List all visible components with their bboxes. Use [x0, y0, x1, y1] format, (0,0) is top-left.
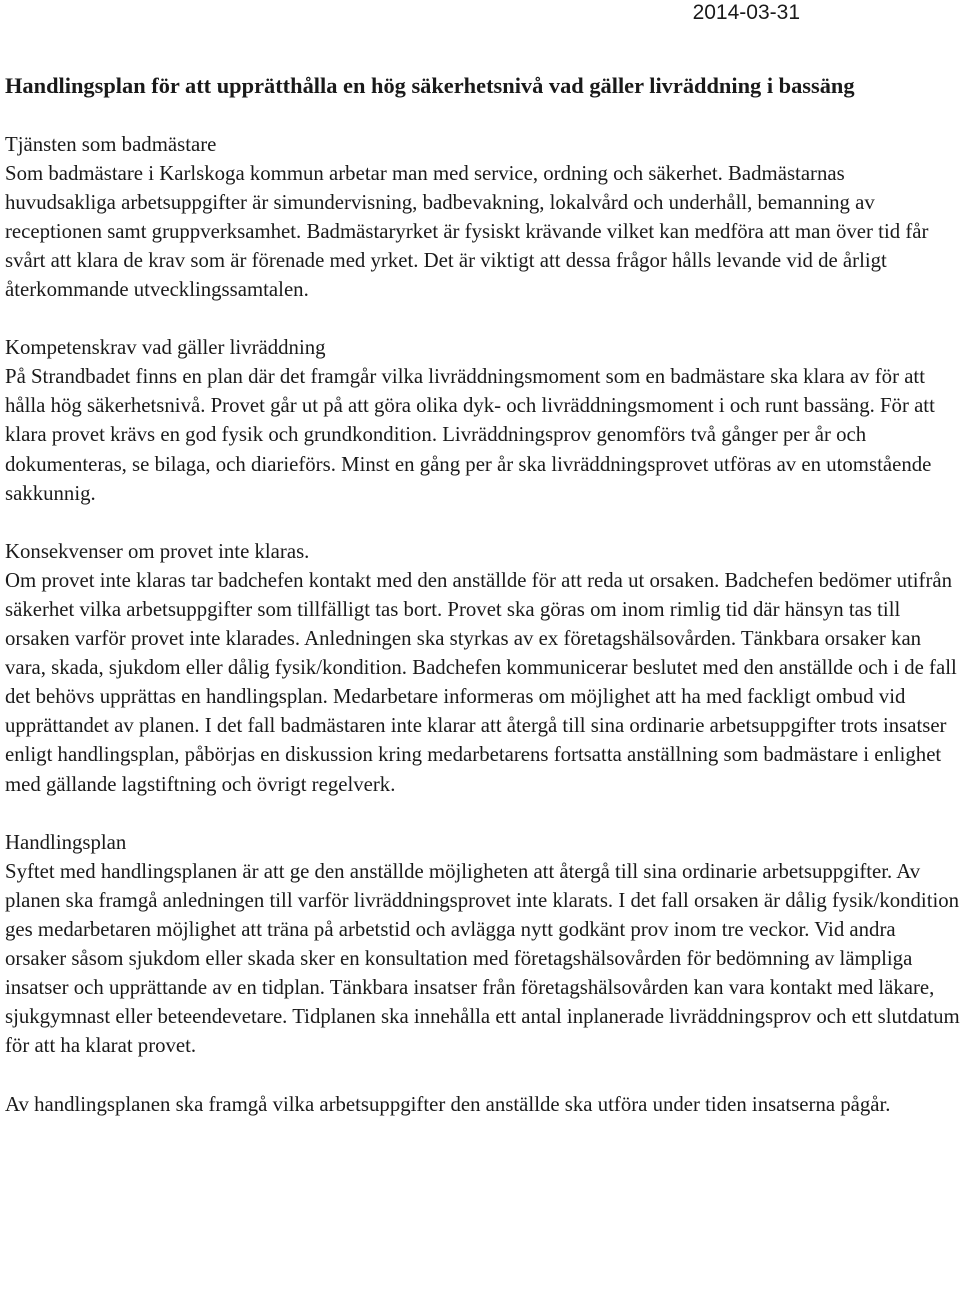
section-paragraph: Som badmästare i Karlskoga kommun arbetar man med service, ordning och säkerhet. Badmästarnas huvudsakliga arbetsuppgifter är simundervisning, badbevakning, lokalvård och underhåll, bemanning av receptionen samt gruppverksamhet. Badmästaryrket är fysiskt krävande vilket kan medföra att man över tid får svårt att klara de krav som är förenade med yrket. Det är viktigt att dessa frågor hålls levande vid de årligt återkommande utvecklingssamtalen.	[5, 161, 929, 301]
section-heading: Kompetenskrav vad gäller livräddning	[5, 336, 326, 360]
section-paragraph: Syftet med handlingsplanen är att ge den anställde möjligheten att återgå till sina ordinarie arbetsuppgifter. Av planen ska framgå anledningen till varför livräddningsprovet inte klarats. I det fall orsaken är dålig fysik/kondition ges medarbetaren möjlighet att träna på arbetstid och avlägga nytt godkänt prov inom tre veckor. Vid andra orsaker såsom sjukdom eller skada sker en konsultation med företagshälsovården för bedömning av lämpliga insatser och upprättande av en tidplan. Tänkbara insatser från företagshälsovården kan vara kontakt med läkare, sjukgymnast eller beteendevetare. Tidplanen ska innehålla ett antal inplanerade livräddningsprov och ett slutdatum för att ha klarat provet.	[5, 859, 960, 1058]
document-body	[5, 71, 960, 1148]
section-paragraph: Av handlingsplanen ska framgå vilka arbetsuppgifter den anställde ska utföra under tiden insatserna pågår.	[5, 1092, 891, 1116]
section-paragraph: På Strandbadet finns en plan där det framgår vilka livräddningsmoment som en badmästare ska klara av för att hålla hög säkerhetsnivå. Provet går ut på att göra olika dyk- och livräddningsmoment i och runt bassäng. För att klara provet krävs en god fysik och grundkondition. Livräddningsprov genomförs två gånger per år och dokumenteras, se bilaga, och diarieförs. Minst en gång per år ska livräddningsprovet utföras av en utomstående sakkunnig.	[5, 365, 935, 505]
section-action-plan	[5, 828, 960, 1061]
document-title: Handlingsplan för att upprätthålla en hög säkerhetsnivå vad gäller livräddning i bassäng	[5, 73, 855, 98]
section-competence-requirements	[5, 333, 960, 508]
section-consequences	[5, 537, 960, 799]
document-date: 2014-03-31	[692, 1, 800, 24]
section-action-plan-tasks	[5, 1090, 960, 1119]
section-service-role	[5, 130, 960, 305]
section-paragraph: Om provet inte klaras tar badchefen kontakt med den anställde för att reda ut orsaken. Badchefen bedömer utifrån säkerhet vilka arbetsuppgifter som tillfälligt tas bort. Provet ska göras om inom rimlig tid där hänsyn tas till orsaken varför provet inte klarades. Anledningen ska styrkas av ex företagshälsovården. Tänkbara orsaker kan vara, skada, sjukdom eller dålig fysik/kondition. Badchefen kommunicerar beslutet med den anställde och i de fall det behövs upprättas en handlingsplan. Medarbetare informeras om möjlighet att ha med fackligt ombud vid upprättandet av planen. I det fall badmästaren inte klarar att återgå till sina ordinarie arbetsuppgifter trots insatser enligt handlingsplan, påbörjas en diskussion kring medarbetarens fortsatta anställning som badmästare i enlighet med gällande lagstiftning och övrigt regelverk.	[5, 568, 957, 796]
section-heading: Konsekvenser om provet inte klaras.	[5, 539, 310, 563]
section-heading: Tjänsten som badmästare	[5, 132, 217, 156]
section-heading: Handlingsplan	[5, 830, 127, 854]
